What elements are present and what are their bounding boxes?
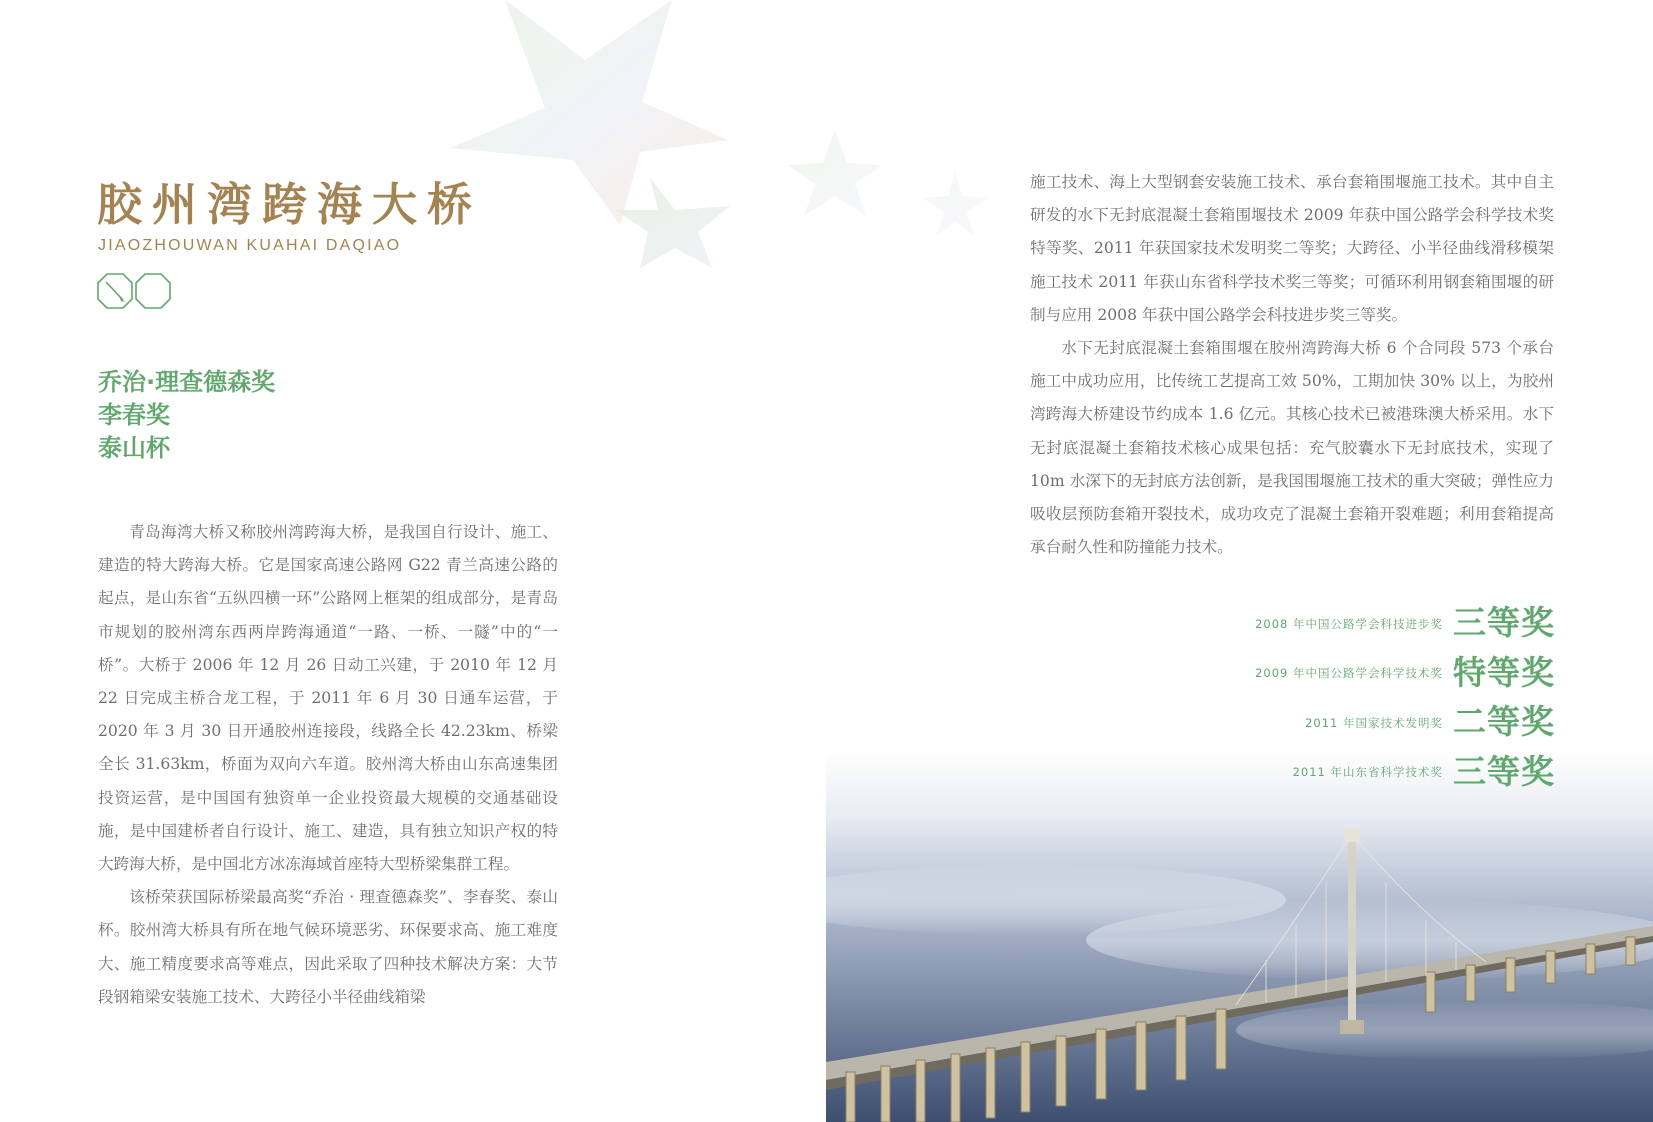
right-body-text [1030,166,1554,564]
award-desc: 2008 年中国公路学会科技进步奖 [1255,616,1443,631]
award-row [1255,695,1555,745]
award-desc: 2011 年山东省科学技术奖 [1292,765,1443,780]
paragraph: 青岛海湾大桥又称胶州湾跨海大桥，是我国自行设计、施工、建造的特大跨海大桥。它是国家高速公路网 G22 青兰高速公路的起点，是山东省“五纵四横一环”公路网上框架的组成部分，是青岛市规划的胶州湾东西两岸跨海通道“一路、一桥、一隧”中的“一桥”。大桥于 2006 年 12 月 26 日动工兴建，于 2010 年 12 月 22 日完成主桥合龙工程，于 2011 年 6 月 30 日通车运营，于 2020 年 3 月 30 日开通胶州连接段，线路全长 42.23km、桥梁全长 31.63km，桥面为双向六车道。胶州湾大桥由山东高速集团投资运营，是中国国有独资单一企业投资最大规模的交通基础设施，是中国建桥者自行设计、施工、建造，具有独立知识产权的特大跨海大桥，是中国北方冰冻海域首座特大型桥梁集群工程。 [98,523,558,874]
star-small-1 [788,130,882,216]
octagon-icons [97,273,173,311]
award-grade: 三等奖 [1453,603,1555,643]
award-row [1255,745,1555,795]
award-desc: 2011 年国家技术发明奖 [1305,715,1443,730]
awards-list [98,366,275,465]
star-medium [615,178,730,268]
octagon-empty-icon [136,274,170,308]
award-item: 乔治·理查德森奖 [98,368,276,396]
award-table [1255,596,1555,794]
bridge-photo [826,750,1653,1122]
paragraph: 施工技术、海上大型钢套安装施工技术、承台套箱围堰施工技术。其中自主研发的水下无封底混凝土套箱围堰技术 2009 年获中国公路学会科学技术奖特等奖、2011 年获国家技术发明奖二等奖；大跨径、小半径曲线滑移模架施工技术 2011 年获山东省科学技术奖三等奖；可循环利用钢套箱围堰的研制与应用 2008 年获中国公路学会科技进步奖三等奖。 [1030,173,1554,324]
award-desc: 2009 年中国公路学会科学技术奖 [1255,666,1443,681]
star-large [450,0,728,225]
award-grade: 二等奖 [1453,702,1555,742]
award-item: 李春奖 [98,401,170,429]
left-body-text [98,516,558,1014]
page-title: 胶州湾跨海大桥 [97,178,483,231]
award-grade: 特等奖 [1453,652,1555,692]
award-row [1255,646,1555,696]
award-item: 泰山杯 [98,434,170,462]
octagon-needle-icon [98,274,132,308]
paragraph: 水下无封底混凝土套箱围堰在胶州湾跨海大桥 6 个合同段 573 个承台施工中成功应用，比传统工艺提高工效 50%，工期加快 30% 以上，为胶州湾跨海大桥建设节约成本 1.6 亿元。其核心技术已被港珠澳大桥采用。水下无封底混凝土套箱技术核心成果包括：充气胶囊水下无封底技术，实现了 10m 水深下的无封底方法创新，是我国围堰施工技术的重大突破；弹性应力吸收层预防套箱开裂技术，成功攻克了混凝土套箱开裂难题；利用套箱提高承台耐久性和防撞能力技术。 [1030,339,1554,557]
paragraph: 该桥荣获国际桥梁最高奖“乔治 · 理查德森奖”、李春奖、泰山杯。胶州湾大桥具有所在地气候环境恶劣、环保要求高、施工难度大、施工精度要求高等难点，因此采取了四种技术解决方案：大节段钢箱梁安装施工技术、大跨径小半径曲线箱梁 [98,888,558,1006]
award-grade: 三等奖 [1453,751,1555,791]
award-row [1255,596,1555,646]
star-small-2 [922,172,988,236]
page-title-pinyin: JIAOZHOUWAN KUAHAI DAQIAO [98,237,402,254]
